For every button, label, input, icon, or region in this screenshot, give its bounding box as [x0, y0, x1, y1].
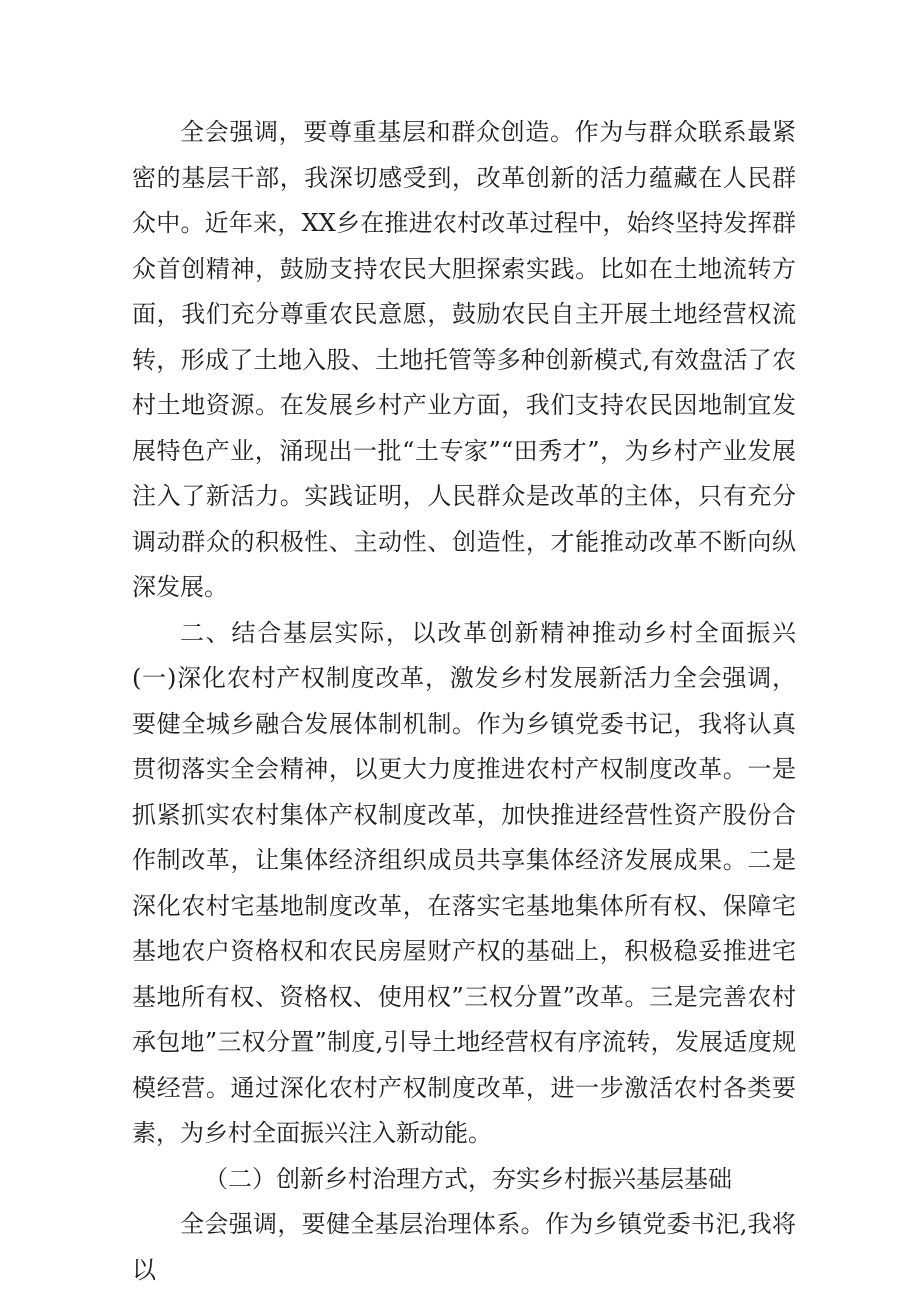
- document-body: [132, 110, 796, 1293]
- paragraph-governance-system: 全会强调，要健全基层治理体系。作为乡镇党委书汜,我将以: [132, 1210, 796, 1284]
- paragraph-grassroots-creation: 全会强调，要尊重基层和群众创造。作为与群众联系最紧密的基层干部，我深切感受到，改革创新的活力蕴藏在人民群众中。近年来，XX乡在推进农村改革过程中，始终坚持发挥群众首创精神，鼓励支持农民大胆探索实践。比如在土地流转方面，我们充分尊重农民意愿，鼓励农民自主开展土地经营权流转，形成了土地入股、土地托管等多种创新模式,有效盘活了农村土地资源。在发展乡村产业方面，我们支持农民因地制宜发展特色产业，涌现出一批“土专家”“田秀才”，为乡村产业发展注入了新活力。实践证明，人民群众是改革的主体，只有充分调动群众的积极性、主动性、创造性，才能推动改革不断向纵深发展。: [132, 118, 796, 601]
- paragraph-section-two: 二、结合基层实际，以改革创新精神推动乡村全面振兴(一)深化农村产权制度改革，激发乡村发展新活力全会强调，要健全城乡融合发展体制机制。作为乡镇党委书记，我将认真贯彻落实全会精神，以更大力度推进农村产权制度改革。一是抓紧抓实农村集体产权制度改革，加快推进经营性资产股份合作制改革，让集体经济组织成员共享集体经济发展成果。二是深化农村宅基地制度改革，在落实宅基地集体所有权、保障宅基地农户资格权和农民房屋财产权的基础上，积极稳妥推进宅基地所有权、资格权、使用权”三权分置”改革。三是完善农村承包地”三权分置”制度,引导土地经营权有序流转，发展适度规模经营。通过深化农村产权制度改革，进一步激活农村各类要素，为乡村全面振兴注入新动能。: [132, 618, 796, 1147]
- subheading-rural-governance: （二）创新乡村治理方式，夯实乡村振兴基层基础: [204, 1164, 732, 1193]
